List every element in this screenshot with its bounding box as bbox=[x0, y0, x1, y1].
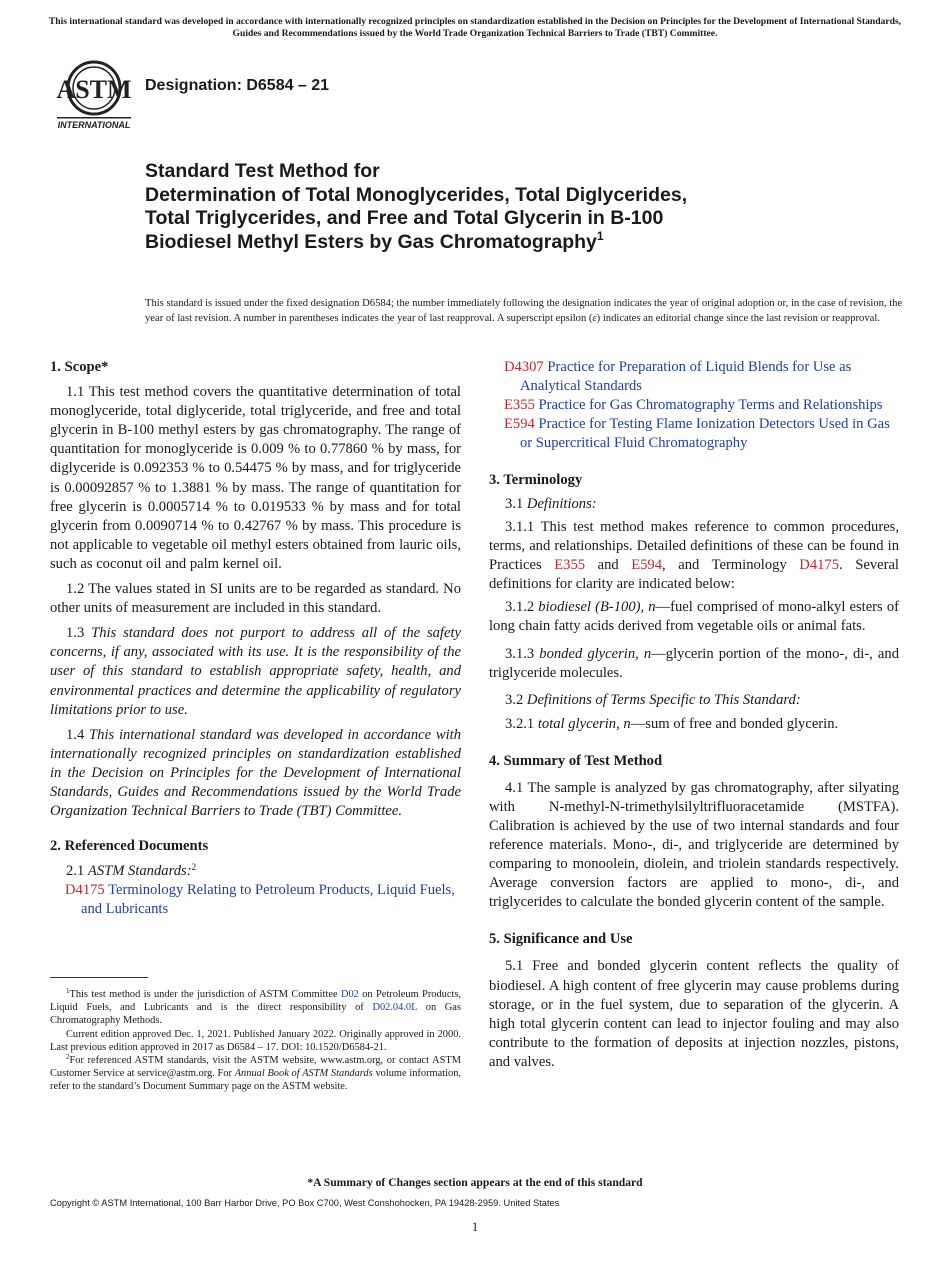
para-2-1-footnote-mark: 2 bbox=[191, 862, 197, 873]
title-line-4-text: Biodiesel Methyl Esters by Gas Chromatography bbox=[145, 230, 597, 253]
designation: Designation: D6584 – 21 bbox=[145, 77, 330, 94]
copyright: Copyright © ASTM International, 100 Barr Harbor Drive, PO Box C700, West Conshohocken, PA 19428-2959. United States bbox=[50, 1198, 560, 1208]
tbt-notice: This international standard was developed in accordance with internationally recognized principles on standardization established in the Decision on Principles for the Development of International Standards, Guides and Recommendations issued by the World Trade Organization Technical Barriers to Trade (TBT) Committee. bbox=[48, 16, 902, 39]
para-3-2-text: Definitions of Terms Specific to This Standard: bbox=[526, 692, 801, 709]
para-3-2-1-num: 3.2.1 bbox=[505, 715, 535, 732]
section-1-heading: 1. Scope* bbox=[50, 359, 109, 375]
para-3-1-2-num: 3.1.2 bbox=[505, 599, 535, 616]
ref-item-e594[interactable] bbox=[489, 415, 899, 453]
issuance-note bbox=[145, 297, 915, 326]
para-3-1 bbox=[489, 495, 899, 514]
para-1-1: 1.1 This test method covers the quantitative determination of total monoglyceride, total diglyceride, total triglyceride, and free and total glycerin in B-100 methyl esters by gas chromatography. The range of quantitation for monoglyceride is 0.009 % to 0.77860 % by mass, for diglyceride is 0.092353 % to 0.54475 % by mass, and for triglyceride is 0.00092857 % to 1.3881 % by mass. The range of quantitation for free glycerin is 0.0005714 % to 0.019533 % by mass and for total glycerin from 0.0090714 % to 0.42767 % by mass. This procedure is not applicable to vegetable oil methyl esters obtained from lauric oils, such as coconut oil and palm kernel oil. bbox=[50, 384, 461, 572]
ref-link-e594[interactable]: E594 bbox=[631, 556, 663, 573]
para-3-1-2 bbox=[489, 598, 899, 636]
section-2-heading: 2. Referenced Documents bbox=[50, 838, 209, 855]
ref-item-d4175[interactable] bbox=[50, 881, 461, 919]
para-5-1: 5.1 Free and bonded glycerin content reflects the quality of biodiesel. A high content of free glycerin may cause problems during storage, or in the fuel system, due to separation of the glycerin. A high total glycerin content can lead to injector fouling and may also contribute to the formation of deposits at injection nozzles, pistons, and valves. bbox=[489, 958, 899, 1070]
para-3-1-1 bbox=[489, 518, 899, 594]
page-number: 1 bbox=[471, 1220, 479, 1234]
para-2-1 bbox=[50, 862, 461, 881]
section-3-heading: 3. Terminology bbox=[489, 472, 583, 489]
para-3-1-1-text-a: 3.1.1 This test method makes reference to common procedures, terms, and relationships. Detailed definitions of these can be found in Practices bbox=[489, 518, 899, 573]
para-3-1-3-num: 3.1.3 bbox=[505, 646, 535, 663]
title-line-4 bbox=[145, 228, 905, 255]
para-3-1-num: 3.1 bbox=[505, 495, 524, 512]
para-3-1-1-and: and bbox=[597, 556, 619, 573]
footnote-1-text-b: on Petroleum Products, Liquid Fuels, and Lubricants and is the direct responsibility of bbox=[50, 989, 462, 1014]
title-line-2: Determination of Total Monoglycerides, Total Diglycerides, bbox=[145, 183, 688, 206]
para-1-3-text: This standard does not purport to address all of the safety concerns, if any, associated with its use. It is the responsibility of the user of this standard to establish appropriate safety, health, and environmental practices and determine the applicability of regulatory limitations prior to use. bbox=[50, 625, 461, 718]
left-column bbox=[50, 358, 461, 920]
para-3-1-3 bbox=[489, 645, 899, 683]
astm-logo bbox=[53, 55, 135, 133]
ref-code[interactable]: E355 bbox=[504, 397, 535, 414]
title-line-1: Standard Test Method for bbox=[145, 160, 380, 182]
para-1-4-text: This international standard was developed in accordance with internationally recognized principles on standardization established in the Decision on Principles for the Development of International Standards, Guides and Recommendations issued by the World Trade Organization Technical Barriers to Trade (TBT) Committee. bbox=[50, 726, 462, 820]
ref-title[interactable]: Terminology Relating to Petroleum Products, Liquid Fuels, and Lubricants bbox=[81, 882, 455, 918]
ref-code[interactable]: E594 bbox=[504, 416, 535, 433]
ref-code[interactable]: D4175 bbox=[65, 882, 105, 899]
para-4-1: 4.1 The sample is analyzed by gas chromatography, after silyating with N-methyl-N-trimethylsilyltrifluoracetamide (MSTFA). Calibration is achieved by the use of two internal standards and four reference materials. Mono-, di-, and triglyceride are determined by comparing to monoolein, diolein, and triolein standards respectively. Average conversion factors are applied to mono-, di-, and triglycerides to calculate the bonded glycerin content of the sample. bbox=[489, 779, 899, 911]
subcommittee-link[interactable]: D02.04.0L bbox=[372, 1002, 418, 1014]
title-line-3: Total Triglycerides, and Free and Total Glycerin in B-100 bbox=[145, 207, 664, 229]
term-bonded-glycerin: bonded glycerin, n bbox=[539, 646, 652, 663]
footnote-2-text-b: volume information, refer to the standard’s Document Summary page on the ASTM website. bbox=[50, 1068, 462, 1093]
para-2-1-text: ASTM Standards: bbox=[87, 863, 192, 880]
footnote-1-text-a: This test method is under the jurisdiction of ASTM Committee bbox=[69, 989, 338, 1000]
footnote-1 bbox=[50, 988, 461, 1028]
document-title bbox=[145, 160, 905, 254]
para-2-1-num: 2.1 bbox=[66, 863, 85, 880]
term-total-glycerin: total glycerin, n bbox=[537, 715, 631, 732]
issuance-text-a: This standard is issued under the fixed designation D6584; the number immediately following the designation indicates the year of original adoption or, in the case of revision, the year of last revision. A number in parentheses indicates the year of last reapproval. A superscript epsilon ( bbox=[145, 298, 903, 324]
ref-title[interactable]: Practice for Preparation of Liquid Blends for Use as Analytical Standards bbox=[520, 359, 852, 395]
para-3-2-1 bbox=[489, 715, 899, 734]
footnote-2-text-a: For referenced ASTM standards, visit the ASTM website, www.astm.org, or contact ASTM Customer Service at service@astm.org. For bbox=[50, 1055, 461, 1080]
footnote-2-mark: 2 bbox=[66, 1053, 70, 1062]
para-3-2-num: 3.2 bbox=[505, 692, 524, 709]
para-3-1-1-text-b: , and Terminology bbox=[662, 556, 787, 573]
para-1-4-num: 1.4 bbox=[66, 726, 85, 743]
footnote-divider bbox=[50, 977, 148, 978]
para-3-1-1-text-c: . Several definitions for clarity are indicated below: bbox=[489, 556, 899, 592]
logo-subtext: INTERNATIONAL bbox=[57, 120, 131, 130]
issuance-text-b: ) indicates an editorial change since the last revision or reapproval. bbox=[596, 312, 880, 324]
ref-item-e355[interactable] bbox=[489, 396, 899, 415]
para-3-2-1-text: —sum of free and bonded glycerin. bbox=[630, 715, 839, 732]
footnote-1-mark: 1 bbox=[66, 987, 70, 995]
section-4-heading: 4. Summary of Test Method bbox=[489, 752, 663, 769]
right-column bbox=[489, 358, 899, 1072]
footnotes bbox=[50, 988, 461, 1094]
ref-item-d4307[interactable] bbox=[489, 358, 899, 396]
footnote-1-edition: Current edition approved Dec. 1, 2021. Published January 2022. Originally approved in 2000. Last previous edition approved in 2017 as D6584 – 17. DOI: 10.1520/D6584-21. bbox=[50, 1028, 461, 1053]
title-footnote-mark: 1 bbox=[596, 228, 604, 243]
logo-text: ASTM bbox=[56, 75, 132, 104]
footnote-1-text-c: on Gas Chromatography Methods. bbox=[50, 1002, 461, 1027]
para-1-2: 1.2 The values stated in SI units are to be regarded as standard. No other units of measurement are included in this standard. bbox=[50, 581, 461, 617]
ref-title[interactable]: Practice for Gas Chromatography Terms and Relationships bbox=[538, 397, 883, 414]
para-3-1-text: Definitions: bbox=[526, 495, 597, 512]
term-biodiesel: biodiesel (B-100), n bbox=[538, 599, 656, 616]
para-1-4 bbox=[50, 726, 461, 821]
ref-link-d4175[interactable]: D4175 bbox=[799, 556, 840, 573]
ref-link-e355[interactable]: E355 bbox=[554, 556, 586, 573]
footnote-2-italic: Annual Book of ASTM Standards bbox=[234, 1068, 373, 1080]
para-3-1-3-text: —glycerin portion of the mono-, di-, and triglyceride molecules. bbox=[489, 646, 899, 682]
para-1-3 bbox=[50, 624, 461, 719]
footnote-2 bbox=[50, 1054, 461, 1094]
ref-title[interactable]: Practice for Testing Flame Ionization Detectors Used in Gas or Supercritical Fluid Chromatography bbox=[520, 416, 890, 452]
ref-code[interactable]: D4307 bbox=[504, 359, 544, 375]
committee-link[interactable]: D02 bbox=[340, 989, 359, 1000]
summary-of-changes-note: *A Summary of Changes section appears at the end of this standard bbox=[307, 1176, 643, 1189]
section-5-heading: 5. Significance and Use bbox=[489, 931, 633, 948]
para-3-1-2-text: —fuel comprised of mono-alkyl esters of long chain fatty acids derived from vegetable oils or animal fats. bbox=[489, 599, 899, 635]
para-1-3-num: 1.3 bbox=[66, 625, 85, 642]
para-3-2 bbox=[489, 691, 899, 710]
issuance-epsilon: ε bbox=[592, 312, 597, 324]
